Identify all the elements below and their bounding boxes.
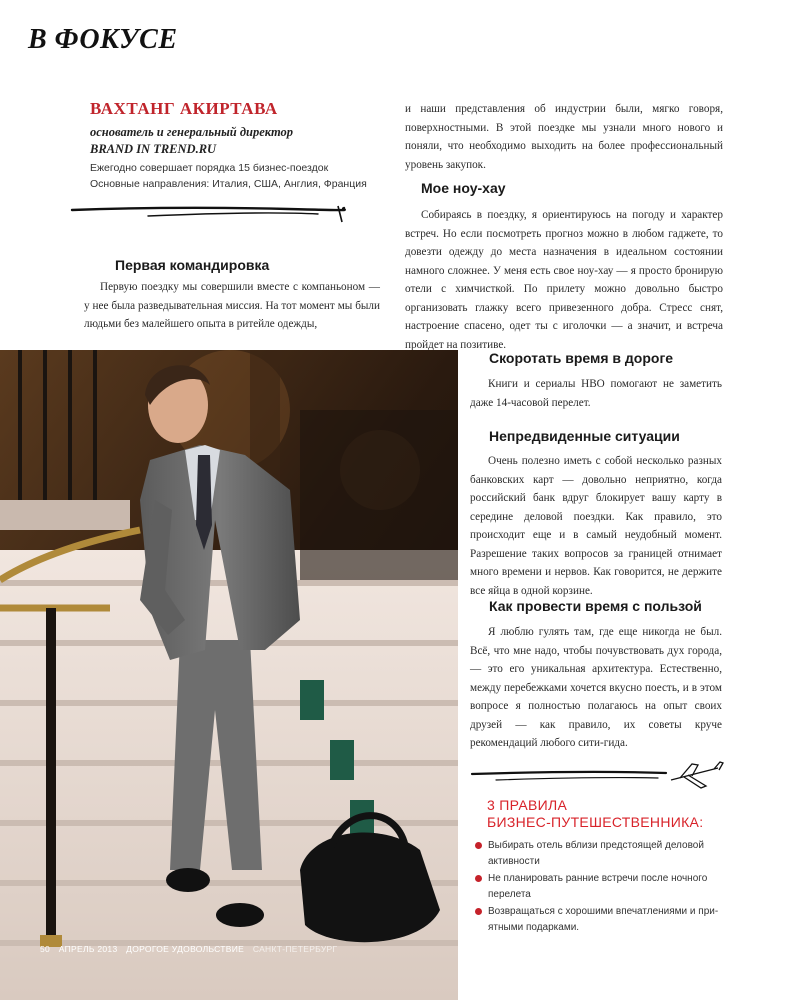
portrait-photo	[0, 350, 458, 1000]
rules-title-line1: 3 ПРАВИЛА	[487, 797, 568, 813]
page-number: 50	[40, 944, 51, 954]
list-item	[470, 871, 730, 903]
bullet-icon	[475, 875, 482, 882]
text-travel-time: Книги и сериалы HBO помогают не заметить даже 14-часовой перелет.	[470, 378, 722, 409]
rules-title	[487, 797, 737, 831]
rules-title-line2: БИЗНЕС-ПУТЕШЕСТВЕННИКА:	[487, 814, 704, 830]
text-know-how: Собираясь в поездку, я ориентируюсь на погоду и характер встреч. Но если посмотреть прогноз можно в любом гаджете, то довезти одежду до места назначения в идеальном состоянии намного сложнее. У меня есть свое ноу-хау — я просто бронирую отели с химчисткой. По прилету можно довольно быстро организовать глажку всего привезенного добра. Стресс снят, настроение спасено, одет ты с иголочки — а значит, и встреча пройдет на позитиве.	[405, 209, 723, 351]
role-title: основатель и генеральный директор	[90, 125, 294, 139]
heading-first-trip: Первая командировка	[115, 257, 270, 273]
text-unforeseen: Очень полезно иметь с собой несколько разных банковских карт — довольно неприятно, когда российский банк вдруг блокирует вашу карту в середине деловой поездки. Как правило, это происходит еще и в самый неудобный момент. Разрешение таких вопросов за границей отнимает много времени и нервов. Как говорится, не держите все яйца в одной корзине.	[470, 455, 722, 597]
person-role	[90, 124, 360, 158]
bullet-icon	[475, 842, 482, 849]
role-company: BRAND IN TREND.RU	[90, 142, 217, 156]
destinations: Основные направления: Италия, США, Англия, Франция	[90, 178, 367, 190]
rule-text: Возвращаться с хорошими впечатлениями и приятными подарками.	[488, 906, 719, 933]
person-name: ВАХТАНГ АКИРТАВА	[90, 99, 278, 118]
section-title: В ФОКУСЕ	[28, 24, 178, 55]
text-first-trip: Первую поездку мы совершили вместе с компаньоном — у нее была разведывательная миссия. На тот момент мы были людьми без малейшего опыта в ритейле одежды,	[84, 281, 380, 330]
rules-list	[470, 838, 730, 937]
list-item	[470, 904, 730, 936]
text-useful-time: Я люблю гулять там, где еще никогда не был. Всё, что мне надо, чтобы почувствовать дух города, — это его уникальная архитектура. Естественно, между перебежками хочется вкусно поесть, и в этом вопросе я полностью полагаюсь на опыт своих друзей — как правило, их советы круче рекомендаций любого сити-гида.	[470, 626, 722, 749]
page-footer	[40, 944, 343, 954]
heading-travel-time: Скоротать время в дороге	[489, 350, 674, 366]
airplane-icon	[671, 762, 723, 788]
heading-useful-time: Как провести время с пользой	[489, 598, 702, 614]
text-first-trip-continued: и наши представления об индустрии были, мягко говоря, поверхностными. В этой поездке мы узнали много нового и поняли, что необходимо выходить на более профессиональный уровень закупок.	[405, 103, 723, 171]
magazine-city: САНКТ-ПЕТЕРБУРГ	[252, 944, 338, 954]
heading-know-how: Мое ноу-хау	[421, 180, 506, 196]
issue-date: АПРЕЛЬ 2013	[58, 944, 118, 954]
brush-divider	[68, 200, 348, 224]
magazine-name: ДОРОГОЕ УДОВОЛЬСТВИЕ	[126, 944, 245, 954]
rule-text: Выбирать отель вблизи предстоящей деловой активности	[488, 840, 704, 867]
person-meta	[90, 160, 370, 192]
bullet-icon	[475, 908, 482, 915]
list-item	[470, 838, 730, 870]
trips-count: Ежегодно совершает порядка 15 бизнес-поездок	[90, 162, 329, 174]
brush-divider-plane	[466, 758, 728, 792]
heading-unforeseen: Непредвиденные ситуации	[489, 428, 680, 444]
rule-text: Не планировать ранние встречи после ночного перелета	[488, 873, 708, 900]
